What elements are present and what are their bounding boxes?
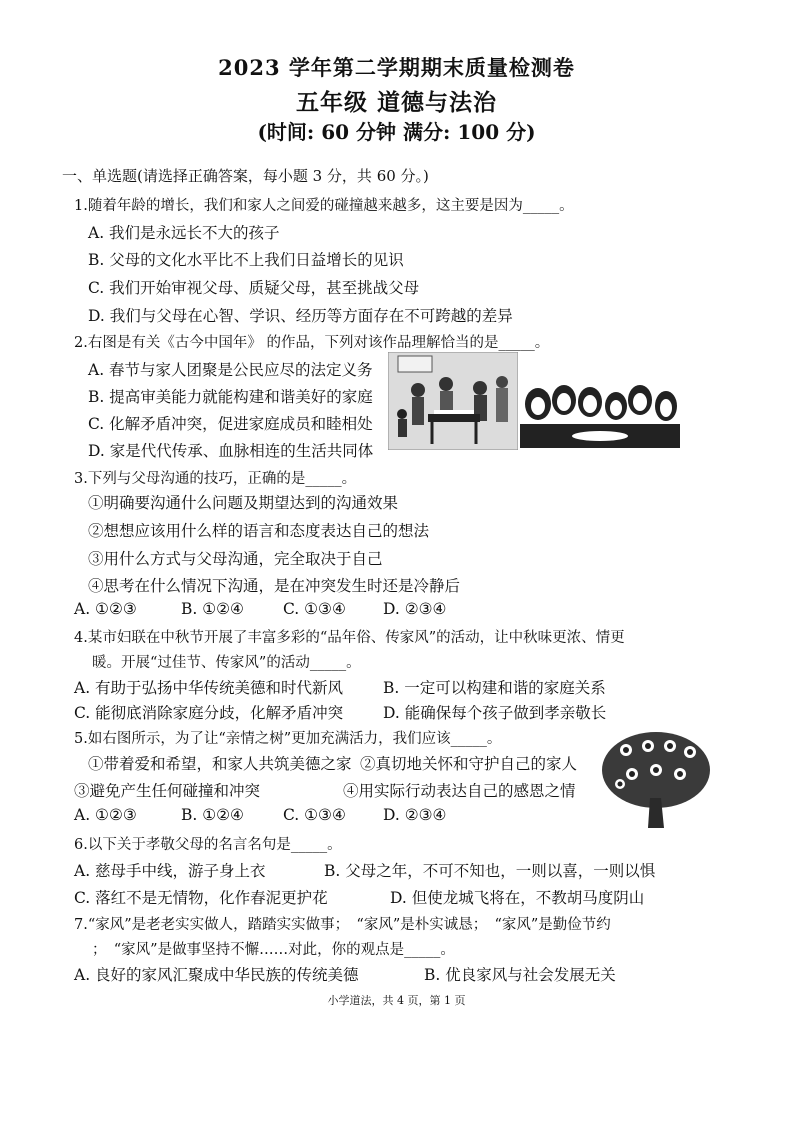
q3-item-1: ①明确要沟通什么问题及期望达到的沟通效果 bbox=[88, 494, 399, 512]
q4-option-a: A. 有助于弘扬中华传统美德和时代新风 bbox=[74, 679, 344, 697]
q2-stem: 2.右图是有关《古今中国年》 的作品，下列对该作品理解恰当的是_____。 bbox=[74, 335, 550, 351]
q5-option-a: A. ①②③ bbox=[74, 806, 137, 824]
q2-option-a: A. 春节与家人团聚是公民应尽的法定义务 bbox=[88, 361, 373, 379]
family-tree-image bbox=[598, 728, 714, 830]
family-reunion-painting bbox=[520, 380, 680, 448]
q1-option-a: A. 我们是永远长不大的孩子 bbox=[88, 224, 280, 242]
q4-stem-line1: 4.某市妇联在中秋节开展了丰富多彩的“品年俗、传家风”的活动，让中秋味更浓、情更 bbox=[74, 630, 625, 646]
q3-option-a: A. ①②③ bbox=[74, 600, 137, 618]
section-heading: 一、单选题(请选择正确答案，每小题 3 分，共 60 分。) bbox=[62, 167, 429, 185]
q2-option-c: C. 化解矛盾冲突，促进家庭成员和睦相处 bbox=[88, 415, 373, 433]
q5-option-c: C. ①③④ bbox=[283, 806, 346, 824]
q6-option-a: A. 慈母手中线，游子身上衣 bbox=[74, 862, 266, 880]
q4-stem-line2: 暖。开展“过佳节、传家风”的活动_____。 bbox=[92, 655, 361, 671]
q5-item-3: ③避免产生任何碰撞和冲突 bbox=[74, 782, 261, 800]
q5-item-4: ④用实际行动表达自己的感恩之情 bbox=[343, 782, 576, 800]
q7-option-b: B. 优良家风与社会发展无关 bbox=[424, 966, 616, 984]
q6-option-b: B. 父母之年，不可不知也，一则以喜，一则以惧 bbox=[324, 862, 656, 880]
q3-option-d: D. ②③④ bbox=[383, 600, 447, 618]
q2-option-b: B. 提高审美能力就能构建和谐美好的家庭 bbox=[88, 388, 373, 406]
q4-option-b: B. 一定可以构建和谐的家庭关系 bbox=[383, 679, 606, 697]
q7-option-a: A. 良好的家风汇聚成中华民族的传统美德 bbox=[74, 966, 359, 984]
q1-option-d: D. 我们与父母在心智、学识、经历等方面存在不可跨越的差异 bbox=[88, 307, 513, 325]
exam-title: 2023 学年第二学期期末质量检测卷 bbox=[218, 55, 575, 80]
q3-item-2: ②想想应该用什么样的语言和态度表达自己的想法 bbox=[88, 522, 430, 540]
q5-option-b: B. ①②④ bbox=[181, 806, 244, 824]
q1-option-c: C. 我们开始审视父母、质疑父母，甚至挑战父母 bbox=[88, 279, 420, 297]
old-new-year-painting bbox=[388, 352, 518, 450]
q3-item-4: ④思考在什么情况下沟通，是在冲突发生时还是冷静后 bbox=[88, 577, 461, 595]
q5-stem: 5.如右图所示，为了让“亲情之树”更加充满活力，我们应该_____。 bbox=[74, 731, 502, 747]
q4-option-c: C. 能彻底消除家庭分歧，化解矛盾冲突 bbox=[74, 704, 344, 722]
q6-option-d: D. 但使龙城飞将在，不教胡马度阴山 bbox=[390, 889, 645, 907]
exam-meta: (时间: 60 分钟 满分: 100 分) bbox=[257, 120, 536, 144]
q4-option-d: D. 能确保每个孩子做到孝亲敬长 bbox=[383, 704, 607, 722]
page-footer: 小学道法，共 4 页，第 1 页 bbox=[327, 994, 466, 1007]
q2-option-d: D. 家是代代传承、血脉相连的生活共同体 bbox=[88, 442, 374, 460]
q1-stem: 1.随着年龄的增长，我们和家人之间爱的碰撞越来越多，这主要是因为_____。 bbox=[74, 198, 574, 214]
q5-item-2: ②真切地关怀和守护自己的家人 bbox=[360, 755, 578, 773]
q3-option-b: B. ①②④ bbox=[181, 600, 244, 618]
q1-option-b: B. 父母的文化水平比不上我们日益增长的见识 bbox=[88, 251, 404, 269]
q5-item-1: ①带着爱和希望，和家人共筑美德之家 bbox=[88, 755, 352, 773]
q3-stem: 3.下列与父母沟通的技巧，正确的是_____。 bbox=[74, 471, 357, 487]
q3-option-c: C. ①③④ bbox=[283, 600, 346, 618]
q3-item-3: ③用什么方式与父母沟通，完全取决于自己 bbox=[88, 550, 383, 568]
q7-stem-line2: ； “家风”是做事坚持不懈……对此，你的观点是_____。 bbox=[92, 942, 455, 958]
q5-option-d: D. ②③④ bbox=[383, 806, 447, 824]
q6-option-c: C. 落红不是无情物，化作春泥更护花 bbox=[74, 889, 328, 907]
q7-stem-line1: 7.“家风”是老老实实做人，踏踏实实做事； “家风”是朴实诚恳； “家风”是勤俭节约 bbox=[74, 917, 611, 933]
q6-stem: 6.以下关于孝敬父母的名言名句是_____。 bbox=[74, 837, 342, 853]
exam-subtitle: 五年级 道德与法治 bbox=[295, 89, 497, 116]
